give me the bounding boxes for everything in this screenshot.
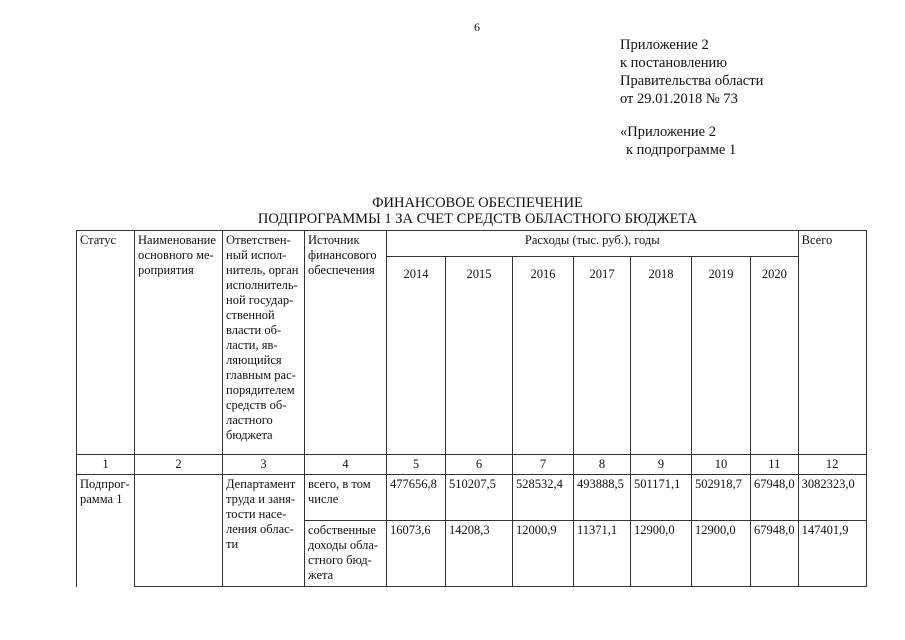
header-expenses: Расходы (тыс. руб.), годы xyxy=(387,231,799,257)
column-number: 5 xyxy=(387,455,446,475)
row-value: 67948,0 xyxy=(751,521,799,587)
column-number: 11 xyxy=(751,455,799,475)
column-number: 12 xyxy=(798,455,866,475)
row-source: собственные доходы обла-стного бюд-жета xyxy=(305,521,387,587)
header-year: 2020 xyxy=(751,257,799,455)
approval-line: к постановлению xyxy=(620,55,728,71)
header-year: 2014 xyxy=(387,257,446,455)
header-source: Источник финансового обеспечения xyxy=(305,231,387,455)
approval-sub-block xyxy=(620,123,736,159)
table-row xyxy=(77,475,867,521)
row-value: 12000,9 xyxy=(513,521,574,587)
header-year: 2016 xyxy=(513,257,574,455)
row-source: всего, в том числе xyxy=(305,475,387,521)
subprogram-name xyxy=(135,475,223,587)
column-number: 3 xyxy=(223,455,305,475)
column-number: 7 xyxy=(513,455,574,475)
approval-line: Правительства области xyxy=(620,73,764,89)
row-value: 14208,3 xyxy=(446,521,513,587)
title-line-2: ПОДПРОГРАММЫ 1 ЗА СЧЕТ СРЕДСТВ ОБЛАСТНОГО БЮДЖЕТА xyxy=(257,211,698,227)
row-value: 477656,8 xyxy=(387,475,446,521)
header-total: Всего xyxy=(798,231,866,455)
row-value: 501171,1 xyxy=(631,475,692,521)
title-line-1: ФИНАНСОВОЕ ОБЕСПЕЧЕНИЕ xyxy=(372,195,583,211)
row-total: 147401,9 xyxy=(798,521,866,587)
page-number: 6 xyxy=(474,20,480,34)
header-year: 2019 xyxy=(692,257,751,455)
approval-line: Приложение 2 xyxy=(620,37,709,53)
header-year: 2015 xyxy=(446,257,513,455)
column-number: 10 xyxy=(692,455,751,475)
column-number: 6 xyxy=(446,455,513,475)
header-status: Статус xyxy=(77,231,135,455)
financing-table xyxy=(76,230,867,587)
row-value: 16073,6 xyxy=(387,521,446,587)
row-value: 12900,0 xyxy=(692,521,751,587)
header-year: 2018 xyxy=(631,257,692,455)
approval-sub-line: «Приложение 2 xyxy=(620,124,716,140)
header-year: 2017 xyxy=(574,257,631,455)
row-value: 12900,0 xyxy=(631,521,692,587)
subprogram-executor: Департамент труда и заня-тости насе-ления облас-ти xyxy=(223,475,305,587)
column-number: 1 xyxy=(77,455,135,475)
row-value: 493888,5 xyxy=(574,475,631,521)
approval-line: от 29.01.2018 № 73 xyxy=(620,91,738,107)
column-number: 4 xyxy=(305,455,387,475)
row-value: 502918,7 xyxy=(692,475,751,521)
document-title xyxy=(0,195,905,227)
row-total: 3082323,0 xyxy=(798,475,866,521)
row-value: 11371,1 xyxy=(574,521,631,587)
subprogram-status: Подпрог-рамма 1 xyxy=(77,475,135,587)
header-executor: Ответствен-ный испол-нитель, орган исполнитель-ной государ-ственной власти об-ласти, яв-ляющийся главным рас-порядителем средств об-ластного бюджета xyxy=(223,231,305,455)
header-row xyxy=(77,231,867,257)
column-number: 9 xyxy=(631,455,692,475)
column-number: 2 xyxy=(135,455,223,475)
approval-block xyxy=(620,36,763,108)
column-number: 8 xyxy=(574,455,631,475)
column-number-row xyxy=(77,455,867,475)
row-value: 528532,4 xyxy=(513,475,574,521)
row-value: 67948,0 xyxy=(751,475,799,521)
approval-sub-line: к подпрограмме 1 xyxy=(626,142,737,158)
row-value: 510207,5 xyxy=(446,475,513,521)
header-name: Наименование основного ме-роприятия xyxy=(135,231,223,455)
